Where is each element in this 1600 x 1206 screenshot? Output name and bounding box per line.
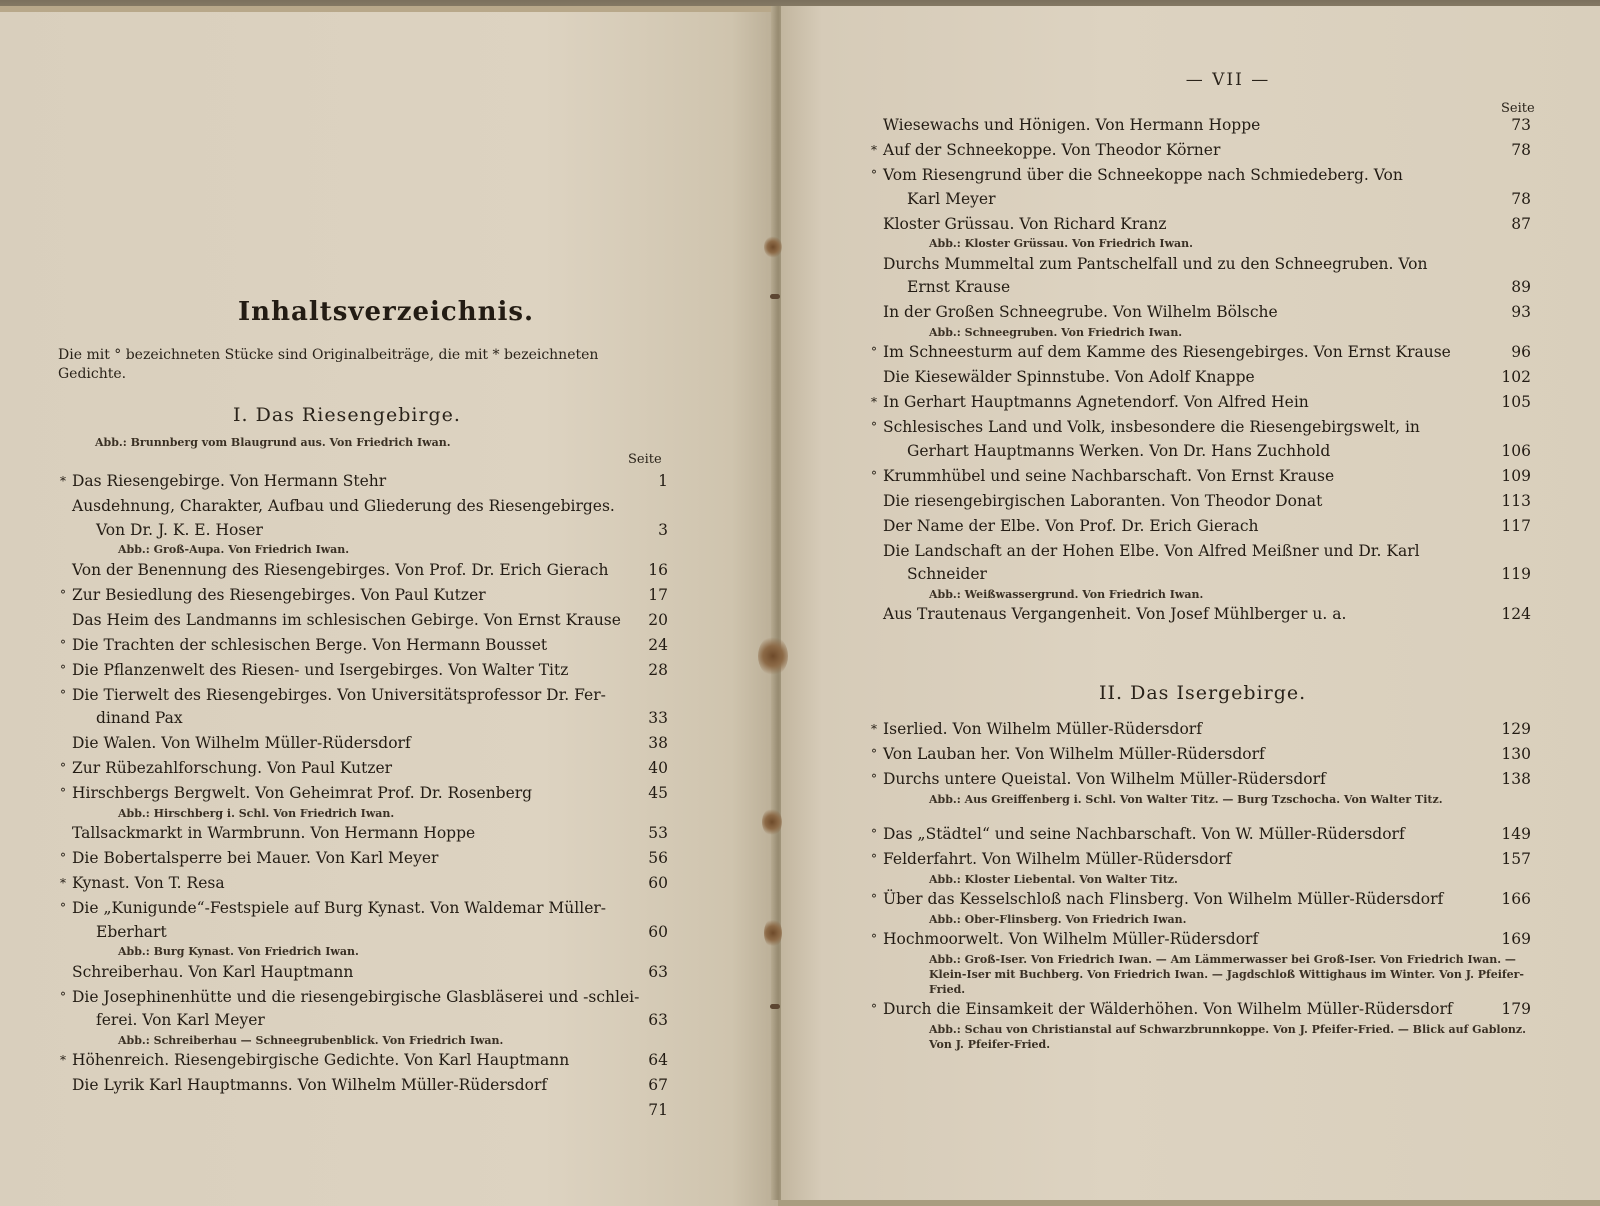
entry-title: Durch die Einsamkeit der Wälderhöhen. Von Wilhelm Müller-Rüdersdorf [883, 1000, 1453, 1018]
entry-title: Aus Trautenaus Vergangenheit. Von Josef Mühlberger u. a. [883, 605, 1347, 623]
entry-title: Die Tierwelt des Riesengebirges. Von Universitätsprofessor Dr. Fer- [72, 685, 606, 704]
entry-marker: ° [60, 851, 66, 865]
entry-page-number: 24 [648, 635, 668, 654]
entry-illustration-note: Abb.: Groß-Iser. Von Friedrich Iwan. — Am Lämmerwasser bei Groß-Iser. Von Friedrich Iwan. — Klein-Iser mit Buchberg. Von Friedrich Iwan. — Jagdschloß Wittighaus im Winter. Von J. Pfeifer-Fried. [929, 952, 1524, 996]
toc-entry [871, 848, 1531, 887]
entry-marker: ° [871, 772, 877, 786]
entry-illustration-note: Abb.: Groß-Aupa. Von Friedrich Iwan. [118, 543, 350, 556]
entry-page-number: 67 [648, 1076, 668, 1094]
entry-page-number: 20 [648, 610, 668, 629]
entry-page-number: 129 [1501, 720, 1531, 738]
entry-illustration-note: Abb.: Schau von Christianstal auf Schwarzbrunnkoppe. Von J. Pfeifer-Fried. — Blick auf Gablonz. Von J. Pfeifer-Fried. [929, 1022, 1526, 1051]
entry-page-number: 3 [658, 520, 668, 539]
entry-marker: ° [60, 587, 66, 602]
entry-marker: ° [871, 932, 877, 946]
toc-entry [871, 114, 1531, 138]
entry-title: Zur Rübezahlforschung. Von Paul Kutzer [72, 759, 393, 777]
toc-entry [60, 732, 668, 756]
toc-entry [60, 1074, 668, 1098]
entry-title: Der Name der Elbe. Von Prof. Dr. Erich Gierach [883, 516, 1259, 535]
binding-stain [764, 918, 782, 948]
entry-marker: ° [60, 901, 66, 915]
entry-page-number: 40 [648, 759, 668, 777]
page-folio: — VII — [1185, 70, 1271, 90]
entry-page-number: 119 [1501, 565, 1531, 583]
entry-page-number: 124 [1501, 605, 1531, 623]
entry-title: Hirschbergs Bergwelt. Von Geheimrat Prof. Dr. Rosenberg [72, 784, 533, 802]
toc-entry [871, 416, 1531, 463]
entry-page-number: 89 [1511, 278, 1531, 296]
entry-title-continued: Gerhart Hauptmanns Werken. Von Dr. Hans Zuchhold [907, 441, 1331, 460]
toc-entry [60, 782, 668, 821]
toc-entry [871, 164, 1531, 211]
entry-page-number: 93 [1511, 303, 1531, 321]
entry-illustration-note: Abb.: Weißwassergrund. Von Friedrich Iwan. [929, 587, 1204, 601]
seite-label-right: Seite [1501, 101, 1535, 116]
entry-title: Die Josephinenhütte und die riesengebirgische Glasbläserei und -schlei- [72, 987, 640, 1006]
entry-title: Das Riesengebirge. Von Hermann Stehr [72, 472, 387, 490]
toc-entry [871, 603, 1531, 627]
entry-title: Über das Kesselschloß nach Flinsberg. Von Wilhelm Müller-Rüdersdorf [883, 890, 1444, 908]
entry-marker: ° [871, 892, 877, 906]
entry-page-number: 109 [1501, 466, 1531, 485]
entry-page-number: 106 [1501, 441, 1531, 460]
toc-entry [871, 391, 1531, 415]
entry-page-number: 78 [1511, 141, 1531, 159]
entry-title: Die riesengebirgischen Laboranten. Von Theodor Donat [883, 491, 1323, 510]
toc-entry [60, 757, 668, 781]
toc-entry [60, 684, 668, 731]
entry-marker: ° [871, 168, 877, 182]
toc-entry [871, 743, 1531, 767]
toc-entry [871, 139, 1531, 163]
toc-entry [871, 490, 1531, 514]
toc-entry [60, 872, 668, 896]
toc-entry [871, 341, 1531, 365]
entry-title: Schreiberhau. Von Karl Hauptmann [72, 962, 354, 981]
entry-title: Auf der Schneekoppe. Von Theodor Körner [883, 141, 1221, 159]
entry-page-number: 130 [1501, 745, 1531, 763]
entry-marker: ° [871, 420, 877, 434]
section-illustration-note: Abb.: Brunnberg vom Blaugrund aus. Von Friedrich Iwan. [95, 436, 451, 449]
toc-entry [871, 768, 1531, 807]
binding-stitch [770, 294, 780, 299]
toc-entry [60, 634, 668, 658]
entry-marker: * [871, 395, 877, 409]
toc-entry [60, 495, 668, 557]
entry-title: Die Lyrik Karl Hauptmanns. Von Wilhelm Müller-Rüdersdorf [72, 1076, 548, 1094]
entry-illustration-note: Abb.: Schneegruben. Von Friedrich Iwan. [929, 325, 1183, 339]
entry-marker: ° [871, 827, 877, 841]
entry-title: Iserlied. Von Wilhelm Müller-Rüdersdorf [883, 720, 1202, 738]
entry-marker: * [60, 474, 66, 488]
entry-marker: ° [60, 637, 66, 652]
binding-stain [762, 808, 782, 836]
entry-illustration-note: Abb.: Hirschberg i. Schl. Von Friedrich Iwan. [118, 806, 395, 820]
entry-page-number: 38 [648, 734, 668, 752]
toc-entry [871, 515, 1531, 539]
entry-title: In Gerhart Hauptmanns Agnetendorf. Von Alfred Hein [883, 393, 1309, 411]
entry-title: Ausdehnung, Charakter, Aufbau und Gliederung des Riesengebirges. [72, 497, 615, 515]
toc-entry [871, 888, 1531, 927]
seite-label-left: Seite [628, 452, 662, 467]
entry-page-number: 117 [1501, 516, 1531, 535]
entry-title: Schlesisches Land und Volk, insbesondere die Riesengebirgswelt, in [883, 418, 1420, 436]
entry-illustration-note: Abb.: Ober-Flinsberg. Von Friedrich Iwan. [929, 912, 1187, 926]
entry-marker: * [60, 1053, 66, 1067]
entry-title: Die Trachten der schlesischen Berge. Von Hermann Bousset [72, 635, 548, 654]
entry-marker: * [871, 143, 877, 157]
entry-marker: ° [60, 687, 66, 702]
entry-title: Durchs untere Queistal. Von Wilhelm Müller-Rüdersdorf [883, 770, 1326, 788]
entry-page-number: 28 [648, 660, 668, 679]
entry-marker: ° [60, 761, 66, 775]
entry-title: In der Großen Schneegrube. Von Wilhelm Bölsche [883, 303, 1278, 321]
entry-marker: ° [871, 1002, 877, 1016]
entry-title-continued: Karl Meyer [907, 189, 996, 208]
section-heading-riesengebirge: I. Das Riesengebirge. [233, 404, 461, 426]
entry-title: Felderfahrt. Von Wilhelm Müller-Rüdersdorf [883, 850, 1232, 868]
entry-title-continued: ferei. Von Karl Meyer [96, 1011, 265, 1029]
entry-illustration-note: Abb.: Aus Greiffenberg i. Schl. Von Walter Titz. — Burg Tzschocha. Von Walter Titz. [929, 792, 1443, 806]
entry-page-number: 71 [648, 1101, 668, 1119]
entry-page-number: 17 [648, 585, 668, 604]
entry-page-number: 96 [1511, 343, 1531, 361]
entry-page-number: 1 [658, 472, 668, 490]
entry-marker: ° [871, 747, 877, 761]
entry-title-continued: Von Dr. J. K. E. Hoser [96, 520, 263, 539]
entry-illustration-note: Abb.: Kloster Liebental. Von Walter Titz. [929, 872, 1178, 886]
entry-title: Die Walen. Von Wilhelm Müller-Rüdersdorf [72, 734, 411, 752]
entry-page-number: 45 [648, 784, 668, 802]
entry-page-number: 63 [648, 962, 668, 981]
entry-page-number: 166 [1501, 890, 1531, 908]
toc-entry [871, 540, 1531, 602]
entry-page-number: 64 [648, 1051, 668, 1069]
entry-marker: ° [60, 786, 66, 800]
entry-illustration-note: Abb.: Burg Kynast. Von Friedrich Iwan. [118, 945, 359, 958]
entry-title: Die Pflanzenwelt des Riesen- und Isergebirges. Von Walter Titz [72, 660, 569, 679]
entry-marker: ° [871, 345, 877, 359]
entry-marker: ° [871, 852, 877, 866]
binding-stain [758, 636, 788, 676]
entry-page-number: 73 [1511, 116, 1531, 134]
toc-entry [871, 253, 1531, 300]
section-heading-isergebirge: II. Das Isergebirge. [1099, 682, 1307, 704]
entry-page-number: 138 [1501, 770, 1531, 788]
entry-title: Kloster Grüssau. Von Richard Kranz [883, 214, 1167, 233]
entry-page-number: 60 [648, 922, 668, 941]
entry-page-number: 113 [1501, 491, 1531, 510]
toc-entry [60, 897, 668, 959]
toc-entry [60, 609, 668, 633]
entry-page-number: 60 [648, 874, 668, 892]
entry-title-continued: Schneider [907, 565, 987, 583]
toc-entry [60, 659, 668, 683]
entry-illustration-note: Abb.: Kloster Grüssau. Von Friedrich Iwan. [929, 237, 1194, 250]
entry-title: Die „Kunigunde“-Festspiele auf Burg Kynast. Von Waldemar Müller- [72, 899, 607, 917]
entry-title: Die Landschaft an der Hohen Elbe. Von Alfred Meißner und Dr. Karl [883, 541, 1420, 560]
toc-entry [871, 301, 1531, 340]
entry-page-number: 63 [648, 1011, 668, 1029]
entry-page-number: 16 [648, 560, 668, 579]
entry-title: Von Lauban her. Von Wilhelm Müller-Rüdersdorf [883, 745, 1265, 763]
entry-title-continued: Eberhart [96, 922, 167, 941]
toc-entry [60, 986, 668, 1048]
toc-title: Inhaltsverzeichnis. [238, 297, 535, 327]
entry-page-number: 157 [1501, 850, 1531, 868]
entry-illustration-note: Abb.: Schreiberhau — Schneegrubenblick. Von Friedrich Iwan. [118, 1033, 504, 1047]
toc-entry [60, 822, 668, 846]
entry-title: Tallsackmarkt in Warmbrunn. Von Hermann Hoppe [72, 824, 476, 842]
entry-page-number: 53 [648, 824, 668, 842]
left-page [0, 6, 778, 1206]
toc-entry [871, 465, 1531, 489]
toc-entry [60, 559, 668, 583]
entry-marker: ° [871, 468, 877, 483]
entry-title: Die Kiesewälder Spinnstube. Von Adolf Knappe [883, 368, 1255, 386]
toc-note: Die mit ° bezeichneten Stücke sind Originalbeiträge, die mit * bezeichneten Gedichte. [58, 347, 599, 382]
entry-page-number: 56 [648, 849, 668, 867]
toc-entry [871, 213, 1531, 252]
entry-page-number: 87 [1511, 214, 1531, 233]
toc-entry [60, 584, 668, 608]
entry-title: Vom Riesengrund über die Schneekoppe nach Schmiedeberg. Von [883, 166, 1403, 184]
entry-title: Im Schneesturm auf dem Kamme des Riesengebirges. Von Ernst Krause [883, 343, 1451, 361]
binding-stitch [770, 1004, 780, 1009]
toc-entry [871, 998, 1531, 1052]
entry-page-number: 179 [1501, 1000, 1531, 1018]
entry-page-number: 105 [1501, 393, 1531, 411]
toc-entry [60, 961, 668, 985]
entry-title: Das „Städtel“ und seine Nachbarschaft. Von W. Müller-Rüdersdorf [883, 825, 1405, 843]
entry-title: Höhenreich. Riesengebirgische Gedichte. Von Karl Hauptmann [72, 1051, 570, 1069]
entry-title: Wiesewachs und Hönigen. Von Hermann Hoppe [883, 116, 1261, 134]
toc-entry [871, 366, 1531, 390]
entry-marker: * [60, 876, 66, 890]
entry-page-number: 33 [648, 709, 668, 727]
binding-stain [764, 236, 782, 258]
entry-page-number: 169 [1501, 930, 1531, 948]
entry-marker: * [871, 722, 877, 736]
entry-title-continued: dinand Pax [96, 709, 183, 727]
toc-entry [871, 928, 1531, 997]
entry-title: Zur Besiedlung des Riesengebirges. Von Paul Kutzer [72, 585, 486, 604]
entry-title-continued: Ernst Krause [907, 278, 1011, 296]
entry-title: Hochmoorwelt. Von Wilhelm Müller-Rüdersdorf [883, 930, 1259, 948]
entry-title: Von der Benennung des Riesengebirges. Von Prof. Dr. Erich Gierach [72, 560, 609, 579]
toc-entry [60, 847, 668, 871]
entry-marker: ° [60, 989, 66, 1004]
entry-title: Die Bobertalsperre bei Mauer. Von Karl Meyer [72, 849, 439, 867]
entry-title: Das Heim des Landmanns im schlesischen Gebirge. Von Ernst Krause [72, 610, 621, 629]
toc-entry [871, 718, 1531, 742]
entry-title: Kynast. Von T. Resa [72, 874, 225, 892]
right-page [781, 6, 1600, 1200]
entry-marker: ° [60, 662, 66, 677]
entry-page-number: 149 [1501, 825, 1531, 843]
entry-title: Krummhübel und seine Nachbarschaft. Von Ernst Krause [883, 466, 1335, 485]
toc-entry [60, 470, 668, 494]
toc-entry [60, 1049, 668, 1073]
entry-page-number: 102 [1501, 368, 1531, 386]
entry-page-number: 78 [1511, 189, 1531, 208]
entry-title: Durchs Mummeltal zum Pantschelfall und zu den Schneegruben. Von [883, 254, 1428, 273]
toc-entry [871, 823, 1531, 847]
